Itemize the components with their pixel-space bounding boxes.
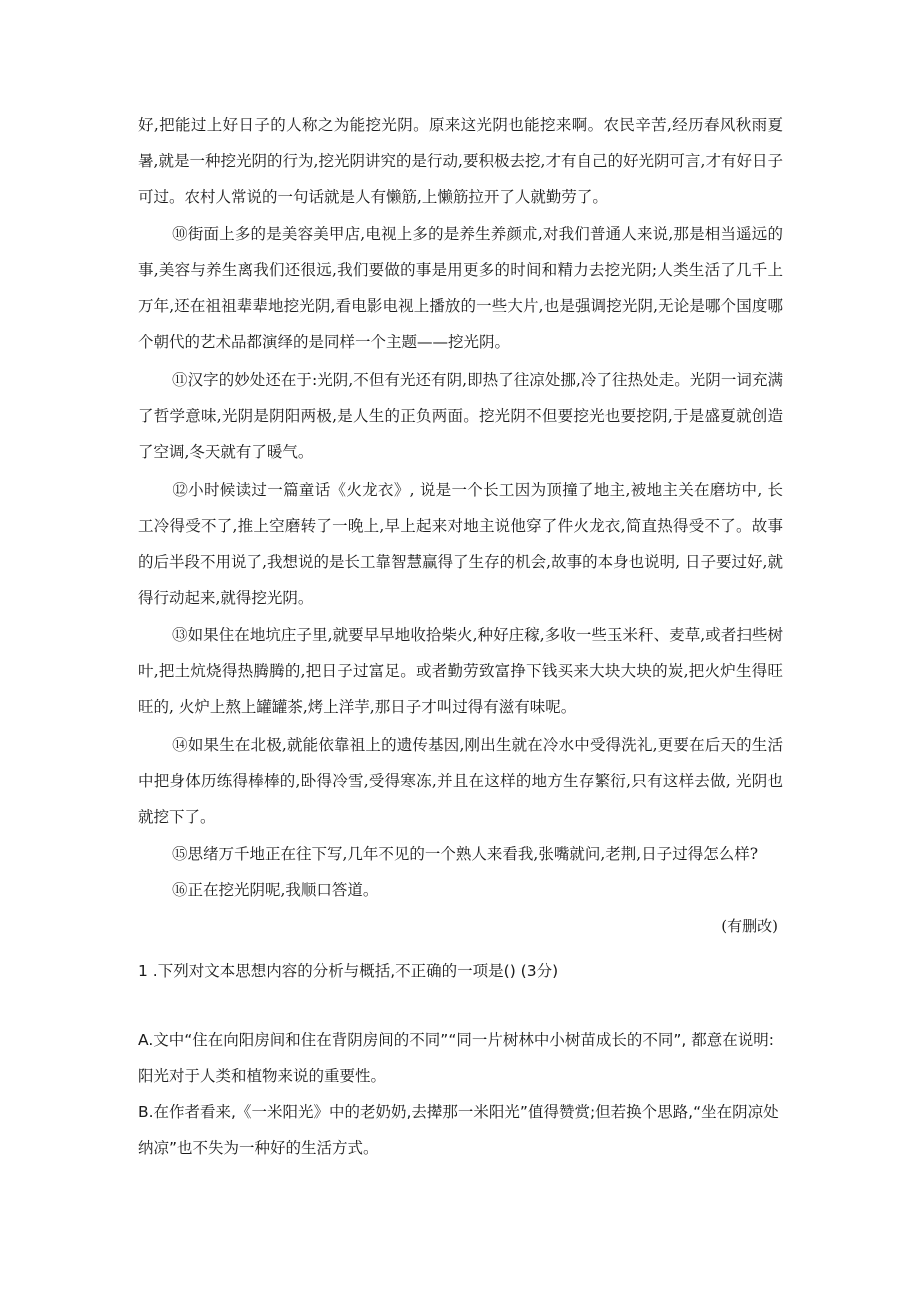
- paragraph-text: ⑩街面上多的是美容美甲店,电视上多的是养生养颜朮,对我们普通人来说,那是相当遥远的事,美容与养生离我们还很远,我们要做的事是用更多的时间和精力去挖光阴;人类生活了几千上万年,还在祖祖辈辈地挖光阴,看电影电视上播放的一些大片,也是强调挖光阴,无论是哪个国度哪个朝代的艺术品都演绎的是同样一个主题——挖光阴。: [138, 225, 783, 351]
- paragraph-text: ⑪汉字的妙处还在于:光阴,不但有光还有阴,即热了往凉处挪,冷了往热处走。光阴一词充满了哲学意味,光阴是阴阳两极,是人生的正负两面。挖光阴不但要挖光也要挖阴,于是盛夏就创造了空调,冬天就有了暖气。: [138, 371, 783, 461]
- paragraph-15: [138, 836, 783, 872]
- paragraph-11: [138, 362, 783, 470]
- paragraph-text: ⑯正在挖光阴呢,我顺口答道。: [172, 881, 379, 899]
- paragraph-14: [138, 727, 783, 835]
- paragraph-13: [138, 617, 783, 725]
- option-a: A.文中“住在向阳房间和住在背阴房间的不同”“同一片树林中小树苗成长的不同”, 都意在说明:阳光对于人类和植物来说的重要性。: [138, 1031, 774, 1085]
- paragraph-text: ⑫小时候读过一篇童话《火龙衣》, 说是一个长工因为顶撞了地主,被地主关在磨坊中, 长工冷得受不了,推上空磨转了一晚上,早上起来对地主说他穿了件火龙衣,简直热得受不了。故事的后半段不用说了,我想说的是长工靠智慧赢得了生存的机会,故事的本身也说明, 日子要过好,就得行动起来,就得挖光阴。: [138, 481, 783, 607]
- paragraph-text: ⑬如果住在地坑庄子里,就要早早地收拾柴火,种好庄稼,多收一些玉米秆、麦草,或者扫些树叶,把土炕烧得热腾腾的,把日子过富足。或者勤劳致富挣下钱买来大块大块的炭,把火炉生得旺旺的, 火炉上熬上罐罐茶,烤上洋芋,那日子才叫过得有滋有味呢。: [138, 626, 783, 716]
- paragraph-12: [138, 472, 783, 616]
- paragraph-text: ⑭如果生在北极,就能依靠祖上的遗传基因,刚出生就在冷水中受得洗礼,更要在后天的生活中把身体历练得棒棒的,卧得冷雪,受得寒冻,并且在这样的地方生存繁衍,只有这样去做, 光阴也就挖下了。: [138, 736, 783, 826]
- source-note: (有删改): [721, 917, 778, 935]
- paragraph-text: ⑮思绪万千地正在往下写,几年不见的一个熟人来看我,张嘴就问,老荆,日子过得怎么样?: [172, 845, 759, 863]
- paragraph-continued: [138, 107, 783, 215]
- question-stem: 1 .下列对文本思想内容的分析与概括,不正确的一项是() (3分): [138, 962, 559, 980]
- paragraph-16: [138, 872, 783, 908]
- option-b: B.在作者看来,《一米阳光》中的老奶奶,去撵那一米阳光”值得赞赏;但若换个思路,“坐在阴凉处纳凉”也不失为一种好的生活方式。: [138, 1103, 779, 1157]
- paragraph-text: 好,把能过上好日子的人称之为能挖光阴。原来这光阴也能挖来啊。农民辛苦,经历春风秋雨夏暑,就是一种挖光阴的行为,挖光阴讲究的是行动,要积极去挖,才有自己的好光阴可言,才有好日子可过。农村人常说的一句话就是人有懒筋,上懒筋拉开了人就勤劳了。: [138, 116, 783, 206]
- paragraph-10: [138, 216, 783, 360]
